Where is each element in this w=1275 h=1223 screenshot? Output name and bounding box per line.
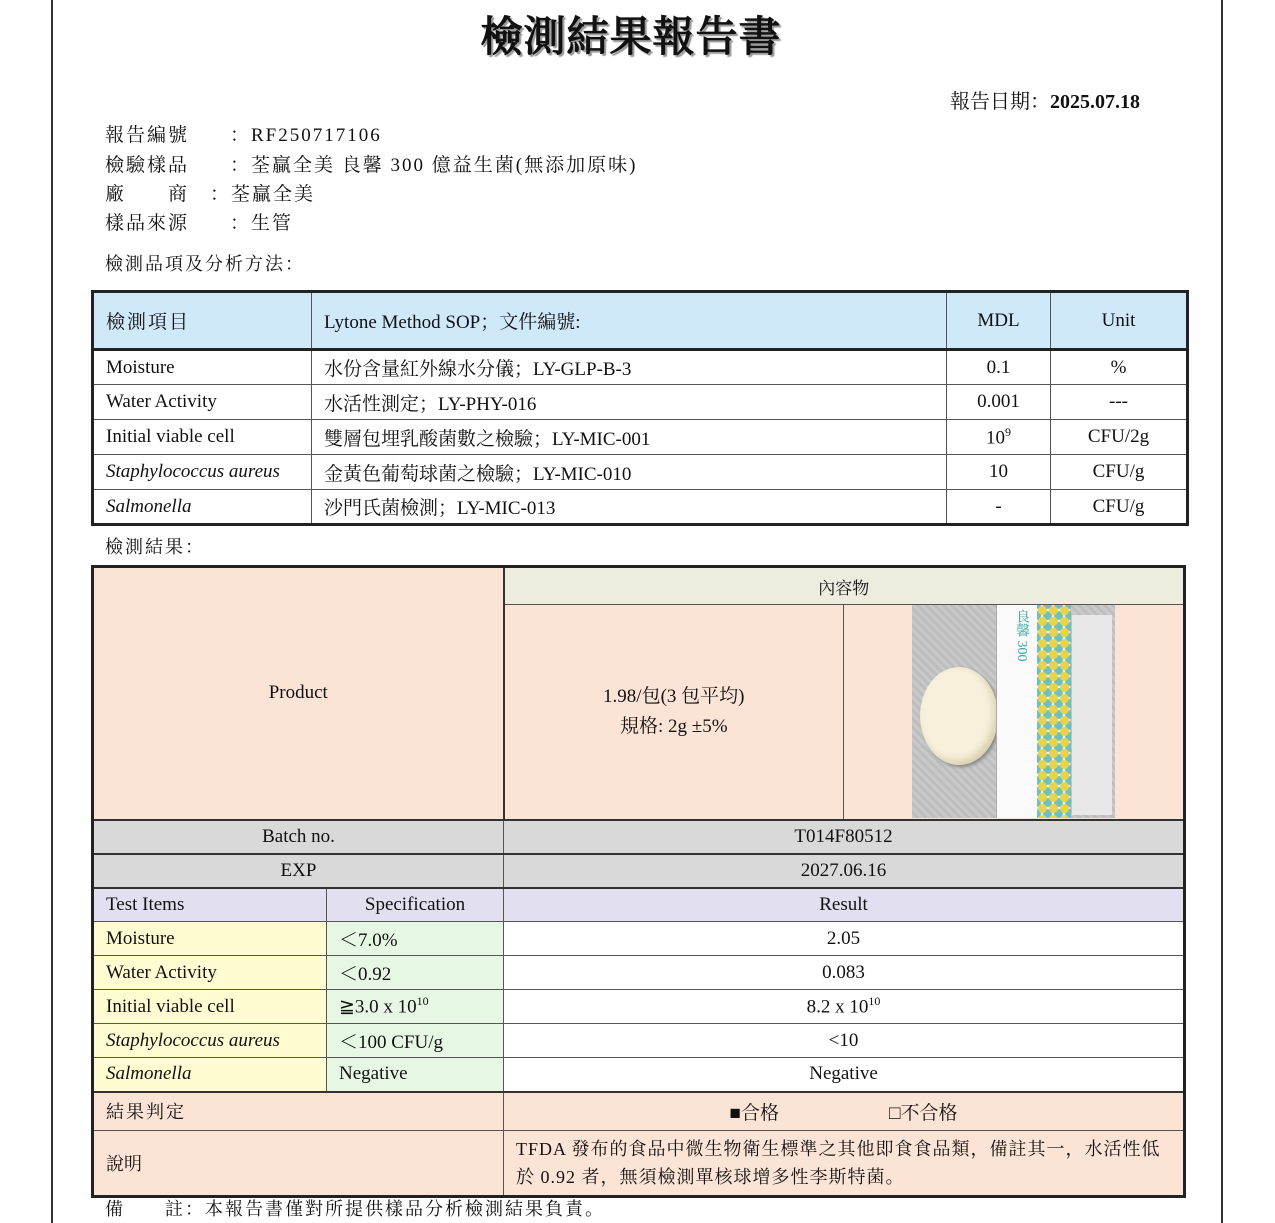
result-base: 8.2 x 10 [806, 996, 869, 1018]
result-cell: 0.083 [504, 956, 1185, 990]
info-sample [105, 150, 637, 177]
unit-cell: % [1051, 350, 1188, 385]
weight-cell [504, 605, 844, 820]
verdict-cell [504, 1092, 1185, 1131]
product-label: Product [93, 567, 504, 820]
spec-base: ≧3.0 x 10 [339, 996, 417, 1018]
item-cell: Water Activity [93, 956, 327, 990]
unit-cell: CFU/2g [1051, 420, 1188, 455]
item-cell: Salmonella [93, 1058, 327, 1092]
item-cell: Staphylococcus aureus [93, 455, 312, 490]
product-photo [912, 605, 1115, 818]
methods-heading: 檢測品項及分析方法： [105, 254, 305, 274]
header-mdl: MDL [947, 292, 1051, 350]
table-row [93, 922, 1185, 956]
info-label: 樣品來源 [105, 213, 190, 234]
info-value: ：RF250717106 [230, 125, 382, 146]
batch-label: Batch no. [93, 820, 504, 854]
note-row [93, 1131, 1185, 1197]
method-cell: 水活性測定；LY-PHY-016 [312, 385, 947, 420]
product-header-row [93, 567, 1185, 605]
background-strip [1072, 615, 1112, 815]
page-border-left [51, 0, 53, 1223]
info-source [105, 208, 293, 235]
table-row [93, 1024, 1185, 1058]
info-value: ：荃贏全美 [210, 184, 316, 205]
header-unit: Unit [1051, 292, 1188, 350]
item-cell: Moisture [93, 350, 312, 385]
table-row [93, 350, 1188, 385]
info-value: ：荃贏全美 良馨 300 億益生菌(無添加原味) [230, 155, 638, 176]
note-label: 說明 [93, 1131, 504, 1197]
report-date-value: 2025.07.18 [1050, 91, 1140, 113]
result-cell: <10 [504, 1024, 1185, 1058]
spec-exponent: 10 [416, 994, 429, 1009]
result-cell: 2.05 [504, 922, 1185, 956]
verdict-row [93, 1092, 1185, 1131]
fail-checkbox: □不合格 [889, 1102, 958, 1124]
weight-text: 1.98/包(3 包平均) [603, 685, 745, 707]
spec-cell [327, 990, 504, 1024]
verdict-label: 結果判定 [93, 1092, 504, 1131]
mdl-cell: 0.1 [947, 350, 1051, 385]
tablet-image [920, 667, 998, 765]
result-cell [504, 990, 1185, 1024]
table-row [93, 385, 1188, 420]
table-row [93, 420, 1188, 455]
mdl-base: 10 [986, 427, 1005, 449]
methods-header-row [93, 292, 1188, 350]
results-table [91, 565, 1186, 1198]
results-header-row [93, 888, 1185, 922]
exp-row [93, 854, 1185, 888]
info-label: 報告編號 [105, 125, 190, 146]
mdl-cell [947, 420, 1051, 455]
document-title: 檢測結果報告書 [480, 12, 782, 61]
sachet-dots [1037, 605, 1071, 818]
header-test-item: 檢測項目 [93, 292, 312, 350]
mdl-cell: 10 [947, 455, 1051, 490]
results-heading: 檢測結果： [105, 537, 205, 557]
unit-cell: CFU/g [1051, 490, 1188, 525]
report-date-label: 報告日期： [950, 91, 1050, 113]
method-cell: 雙層包埋乳酸菌數之檢驗；LY-MIC-001 [312, 420, 947, 455]
note-text: TFDA 發布的食品中微生物衛生標準之其他即食食品類，備註其一，水活性低於 0.92 者，無須檢測單核球增多性李斯特菌。 [504, 1131, 1185, 1197]
mdl-cell: 0.001 [947, 385, 1051, 420]
header-specification: Specification [327, 888, 504, 922]
mdl-exponent: 9 [1005, 424, 1011, 439]
item-cell: Moisture [93, 922, 327, 956]
spec-text: 規格: 2g ±5% [619, 715, 728, 737]
header-result: Result [504, 888, 1185, 922]
exp-value: 2027.06.16 [504, 854, 1185, 888]
unit-cell: --- [1051, 385, 1188, 420]
table-row [93, 956, 1185, 990]
page-border-right [1221, 0, 1223, 1223]
sachet-brand: 良馨 300 [1014, 609, 1030, 662]
spec-cell: Negative [327, 1058, 504, 1092]
pass-checkbox: ■合格 [729, 1102, 780, 1124]
info-value: ：生管 [230, 213, 294, 234]
item-cell: Water Activity [93, 385, 312, 420]
report-date [950, 85, 1140, 114]
sachet-image [996, 605, 1070, 818]
method-cell: 金黃色葡萄球菌之檢驗；LY-MIC-010 [312, 455, 947, 490]
spec-cell: ＜7.0% [327, 922, 504, 956]
footer-note: 備 註：本報告書僅對所提供樣品分析檢測結果負責。 [105, 1199, 605, 1219]
item-cell: Initial viable cell [93, 420, 312, 455]
exp-label: EXP [93, 854, 504, 888]
info-manufacturer [105, 179, 315, 206]
result-exponent: 10 [868, 994, 881, 1009]
table-row [93, 490, 1188, 525]
spec-cell: ＜0.92 [327, 956, 504, 990]
batch-value: T014F80512 [504, 820, 1185, 854]
method-cell: 水份含量紅外線水分儀；LY-GLP-B-3 [312, 350, 947, 385]
info-label: 檢驗樣品 [105, 155, 190, 176]
method-cell: 沙門氏菌檢測；LY-MIC-013 [312, 490, 947, 525]
item-cell: Staphylococcus aureus [93, 1024, 327, 1058]
result-cell: Negative [504, 1058, 1185, 1092]
header-method: Lytone Method SOP；文件編號: [312, 292, 947, 350]
table-row [93, 455, 1188, 490]
photo-cell [844, 605, 1185, 820]
mdl-cell: - [947, 490, 1051, 525]
item-cell: Salmonella [93, 490, 312, 525]
batch-row [93, 820, 1185, 854]
header-test-items: Test Items [93, 888, 327, 922]
table-row [93, 990, 1185, 1024]
table-row [93, 1058, 1185, 1092]
spec-cell: ＜100 CFU/g [327, 1024, 504, 1058]
contents-label: 內容物 [504, 567, 1185, 605]
unit-cell: CFU/g [1051, 455, 1188, 490]
methods-table [91, 290, 1189, 526]
item-cell: Initial viable cell [93, 990, 327, 1024]
info-label: 廠 商 [105, 184, 190, 205]
info-report-number [105, 120, 382, 147]
